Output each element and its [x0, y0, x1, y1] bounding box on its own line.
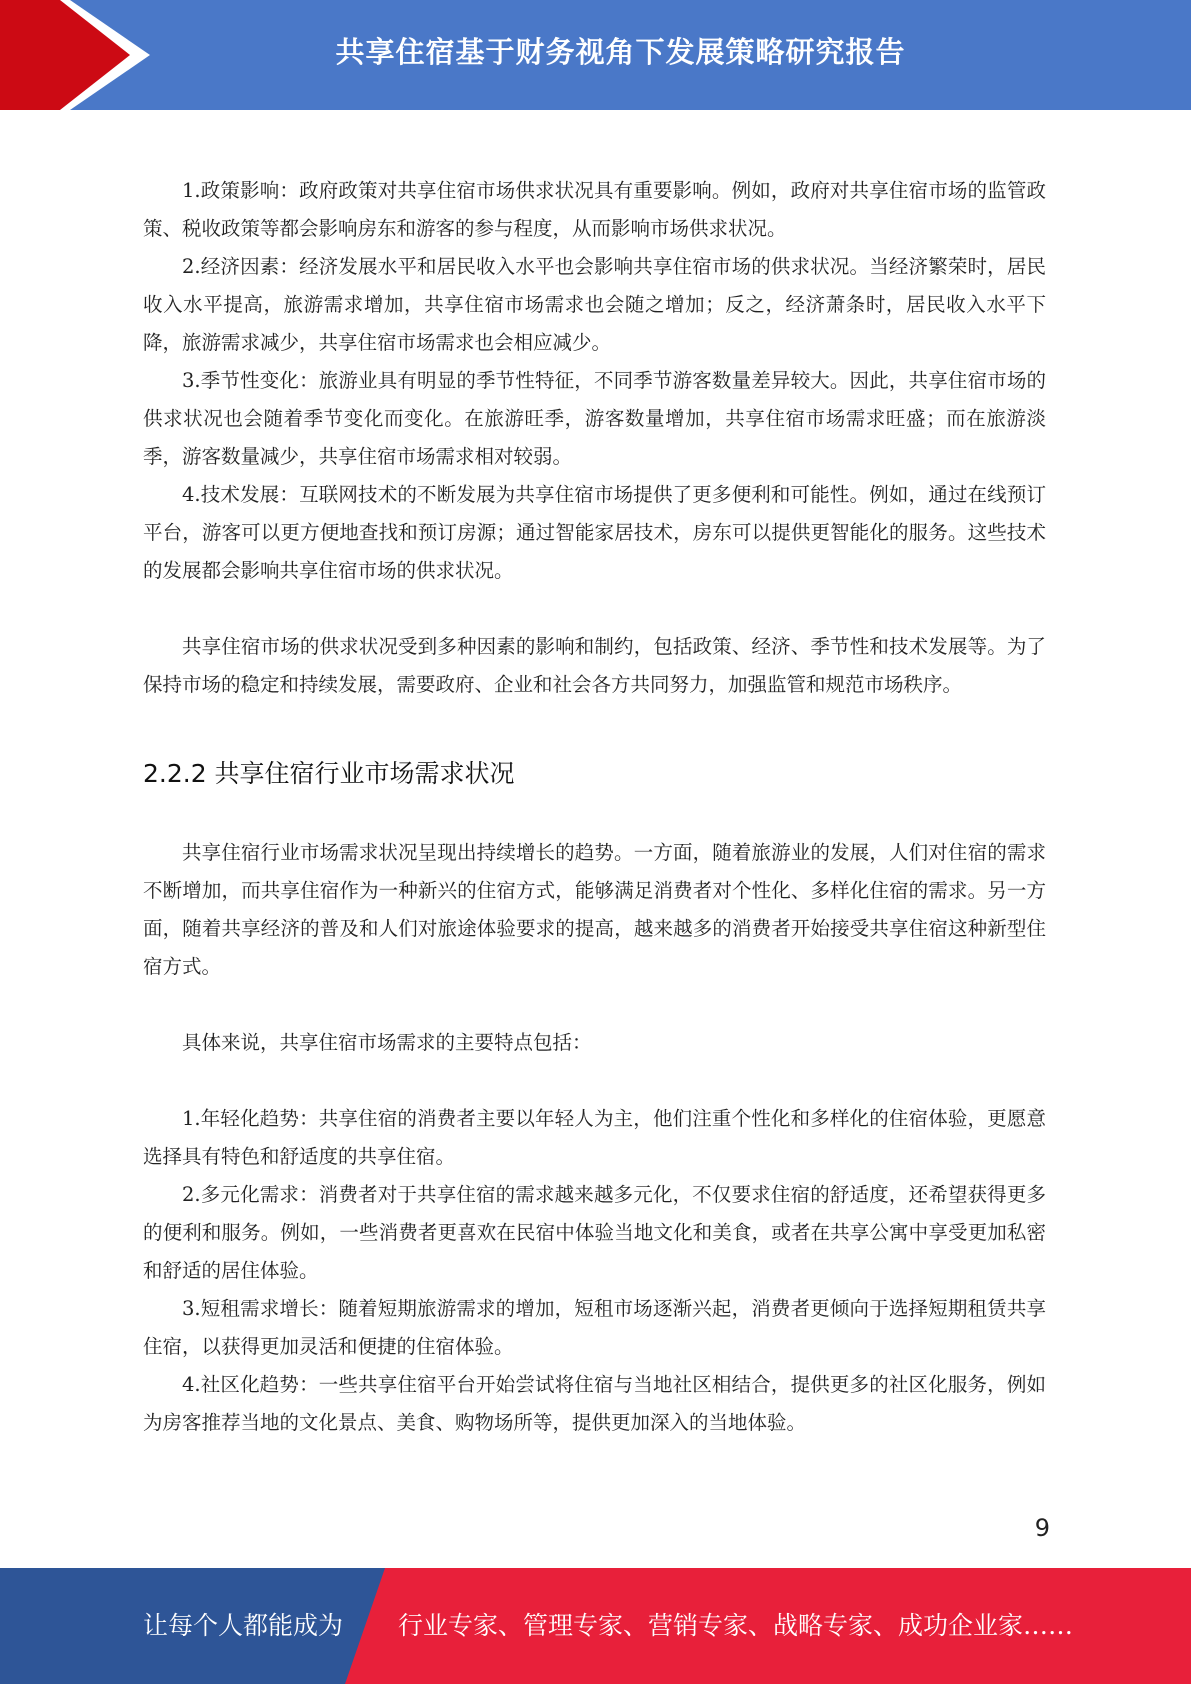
feature-item-diverse: 2.多元化需求：消费者对于共享住宿的需求越来越多元化，不仅要求住宿的舒适度，还希望获得更多的便利和服务。例如，一些消费者更喜欢在民宿中体验当地文化和美食，或者在共享公寓中享受更加私密和舒适的居住体验。 [143, 1183, 1046, 1282]
summary-paragraph: 共享住宿市场的供求状况受到多种因素的影响和制约，包括政策、经济、季节性和技术发展等。为了保持市场的稳定和持续发展，需要政府、企业和社会各方共同努力，加强监管和规范市场秩序。 [143, 635, 1046, 696]
header-arrow-icon [0, 0, 150, 110]
section-lead-in: 具体来说，共享住宿市场需求的主要特点包括： [182, 1031, 592, 1054]
spacer [143, 986, 1046, 1024]
feature-item-short-term: 3.短租需求增长：随着短期旅游需求的增加，短租市场逐渐兴起，消费者更倾向于选择短期租赁共享住宿，以获得更加灵活和便捷的住宿体验。 [143, 1297, 1046, 1358]
page-header [0, 0, 1191, 110]
report-title: 共享住宿基于财务视角下发展策略研究报告 [335, 34, 906, 69]
footer-slogan-left: 让每个人都能成为 [143, 1611, 344, 1640]
footer-slogan-right: 行业专家、管理专家、营销专家、战略专家、成功企业家…… [398, 1611, 1074, 1640]
section-intro-paragraph: 共享住宿行业市场需求状况呈现出持续增长的趋势。一方面，随着旅游业的发展，人们对住宿的需求不断增加，而共享住宿作为一种新兴的住宿方式，能够满足消费者对个性化、多样化住宿的需求。另一方面，随着共享经济的普及和人们对旅途体验要求的提高，越来越多的消费者开始接受共享住宿这种新型住宿方式。 [143, 841, 1046, 978]
feature-item-young: 1.年轻化趋势：共享住宿的消费者主要以年轻人为主，他们注重个性化和多样化的住宿体验，更愿意选择具有特色和舒适度的共享住宿。 [143, 1107, 1046, 1168]
page-footer [0, 1568, 1191, 1684]
page-content [143, 172, 1046, 1442]
spacer [143, 704, 1046, 742]
section-heading: 2.2.2 共享住宿行业市场需求状况 [143, 759, 515, 788]
factor-item-season: 3.季节性变化：旅游业具有明显的季节性特征，不同季节游客数量差异较大。因此，共享住宿市场的供求状况也会随着季节变化而变化。在旅游旺季，游客数量增加，共享住宿市场需求旺盛；而在旅游淡季，游客数量减少，共享住宿市场需求相对较弱。 [143, 369, 1046, 468]
factor-item-technology: 4.技术发展：互联网技术的不断发展为共享住宿市场提供了更多便利和可能性。例如，通过在线预订平台，游客可以更方便地查找和预订房源；通过智能家居技术，房东可以提供更智能化的服务。这些技术的发展都会影响共享住宿市场的供求状况。 [143, 483, 1046, 582]
factor-item-economy: 2.经济因素：经济发展水平和居民收入水平也会影响共享住宿市场的供求状况。当经济繁荣时，居民收入水平提高，旅游需求增加，共享住宿市场需求也会随之增加；反之，经济萧条时，居民收入水平下降，旅游需求减少，共享住宿市场需求也会相应减少。 [143, 255, 1046, 354]
spacer [143, 1062, 1046, 1100]
feature-item-community: 4.社区化趋势：一些共享住宿平台开始尝试将住宿与当地社区相结合，提供更多的社区化服务，例如为房客推荐当地的文化景点、美食、购物场所等，提供更加深入的当地体验。 [143, 1373, 1046, 1434]
page-number: 9 [1034, 1514, 1050, 1542]
factor-item-policy: 1.政策影响：政府政策对共享住宿市场供求状况具有重要影响。例如，政府对共享住宿市场的监管政策、税收政策等都会影响房东和游客的参与程度，从而影响市场供求状况。 [143, 179, 1046, 240]
spacer [143, 590, 1046, 628]
